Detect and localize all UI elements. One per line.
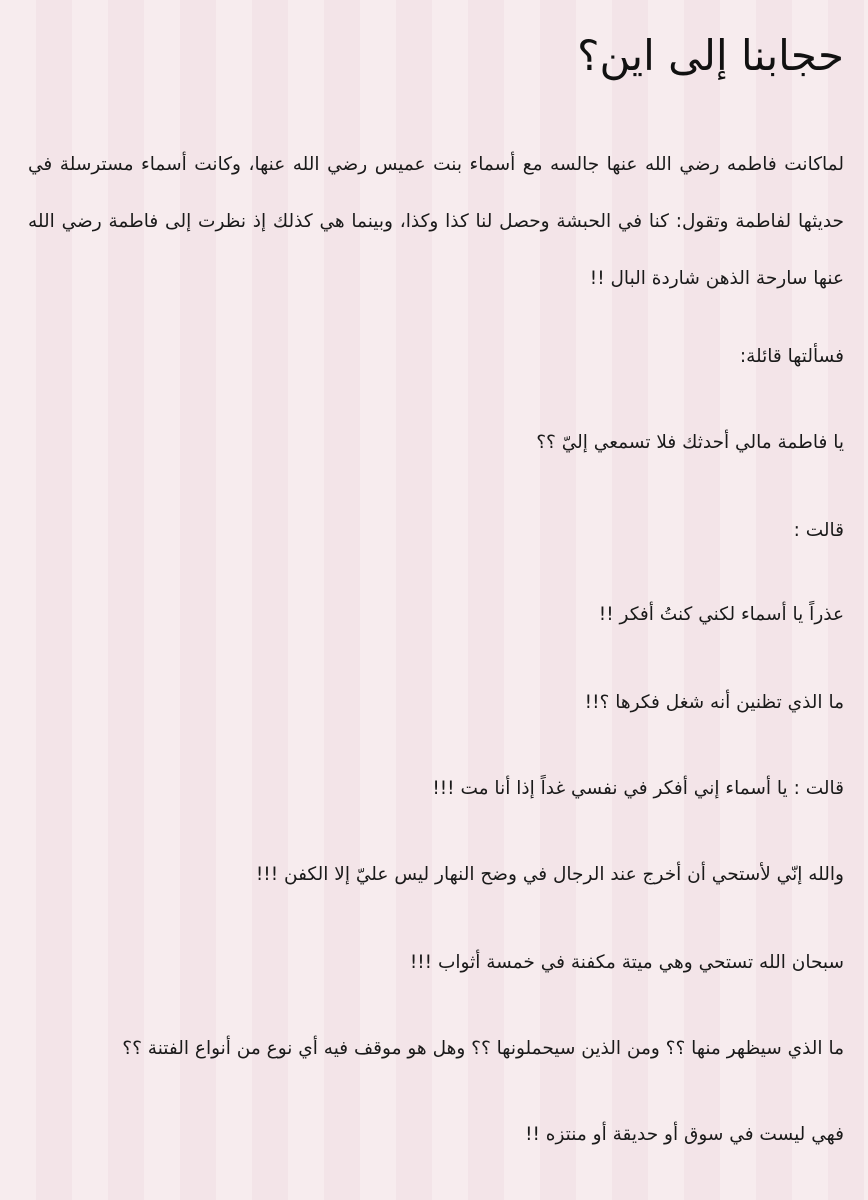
line-9: ما الذي سيظهر منها ؟؟ ومن الذين سيحملونها ؟؟ وهل هو موقف فيه أي نوع من أنواع الفتنة ؟؟ [122, 1038, 844, 1059]
line-3: قالت : [793, 520, 844, 541]
line-5: ما الذي تظنين أنه شغل فكرها ؟!! [584, 692, 844, 713]
line-6: قالت : يا أسماء إني أفكر في نفسي غداً إذا أنا مت !!! [432, 778, 844, 799]
line-1: فسألتها قائلة: [739, 346, 844, 367]
line-2: يا فاطمة مالي أحدثك فلا تسمعي إليّ ؟؟ [536, 432, 844, 453]
line-4: عذراً يا أسماء لكني كنتُ أفكر !! [598, 604, 844, 625]
line-8: سبحان الله تستحي وهي ميتة مكفنة في خمسة أثواب !!! [409, 952, 844, 973]
intro-paragraph: لماكانت فاطمه رضي الله عنها جالسه مع أسماء بنت عميس رضي الله عنها، وكانت أسماء مسترسلة في حديثها لفاطمة وتقول: كنا في الحبشة وحصل لنا كذا وكذا، وبينما هي كذلك إذ نظرت إلى فاطمة رضي الله عنها سارحة الذهن شاردة البال !! [28, 154, 844, 289]
line-7: والله إنّي لأستحي أن أخرج عند الرجال في وضح النهار ليس عليّ إلا الكفن !!! [255, 864, 844, 885]
article-title: حجابنا إلى اين؟ [577, 31, 844, 80]
line-10: فهي ليست في سوق أو حديقة أو منتزه !! [525, 1124, 844, 1145]
